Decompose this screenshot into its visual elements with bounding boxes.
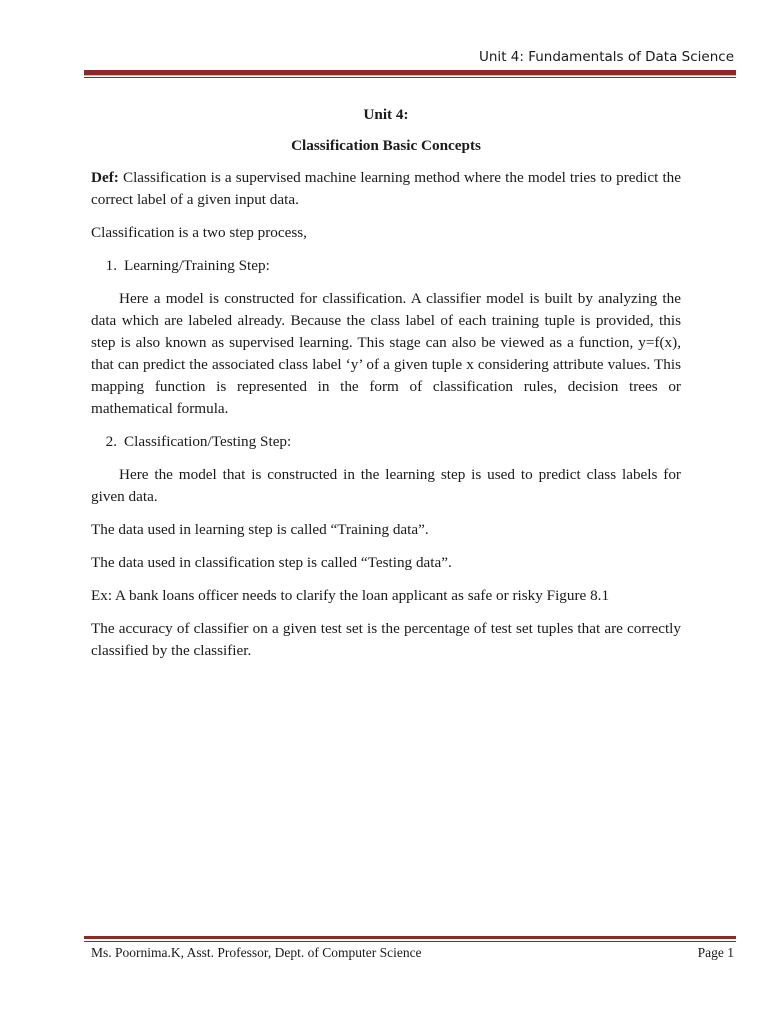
training-data-line: The data used in learning step is called “Training data”. — [91, 521, 429, 538]
document-body — [91, 104, 681, 673]
step-1-number: 1. — [105, 257, 117, 274]
header-rule — [84, 70, 736, 76]
definition-label: Def: — [91, 169, 119, 186]
footer-rule — [84, 936, 736, 939]
step-1-body: Here a model is constructed for classification. A classifier model is built by analyzing the data which are labeled already. Because the class label of each training tuple is provided, this step is also known as supervised learning. This stage can also be viewed as a function, y=f(x), that can predict the associated class label ‘y’ of a given tuple x considering attribute values. This mapping function is represented in the form of classification rules, decision trees or mathematical formula. — [91, 290, 681, 417]
header-rule-thin — [84, 77, 736, 78]
section-heading: Classification Basic Concepts — [291, 137, 481, 154]
intro-paragraph: Classification is a two step process, — [91, 224, 307, 241]
page-number: Page 1 — [697, 945, 734, 960]
example-line: Ex: A bank loans officer needs to clarify the loan applicant as safe or risky Figure 8.1 — [91, 587, 610, 604]
step-2-title: Classification/Testing Step: — [124, 433, 292, 450]
step-2-heading — [91, 431, 681, 453]
testing-data-line: The data used in classification step is called “Testing data”. — [91, 554, 452, 571]
step-1-title: Learning/Training Step: — [124, 257, 270, 274]
definition-paragraph — [91, 167, 681, 211]
step-1-heading — [91, 255, 681, 277]
unit-heading: Unit 4: — [363, 106, 409, 123]
definition-text: Classification is a supervised machine learning method where the model tries to predict the correct label of a given input data. — [91, 169, 681, 208]
footer-author: Ms. Poornima.K, Asst. Professor, Dept. of Computer Science — [91, 945, 422, 960]
step-2-number: 2. — [105, 433, 117, 450]
step-2-body: Here the model that is constructed in the learning step is used to predict class labels for given data. — [91, 466, 681, 505]
accuracy-paragraph: The accuracy of classifier on a given test set is the percentage of test set tuples that are correctly classified by the classifier. — [91, 620, 681, 659]
footer-rule-thin — [84, 941, 736, 942]
running-header: Unit 4: Fundamentals of Data Science — [479, 49, 734, 65]
